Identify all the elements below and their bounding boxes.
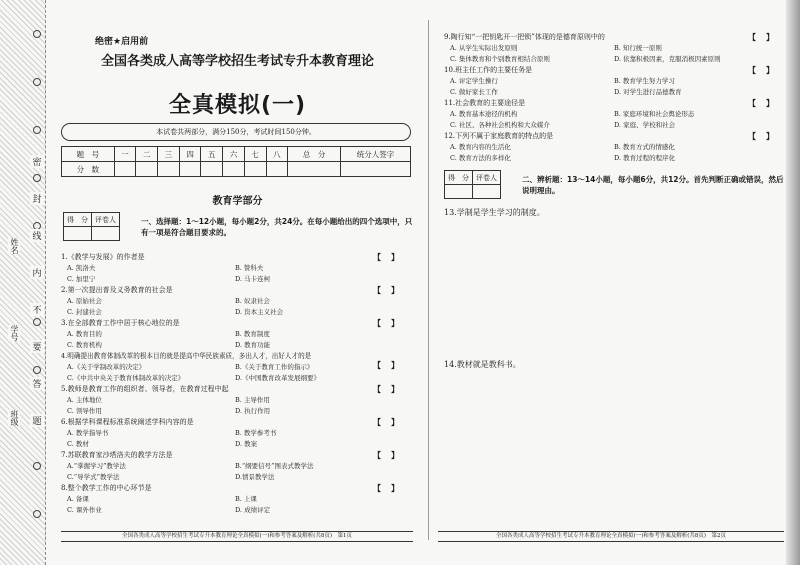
score-blank[interactable]	[288, 162, 341, 177]
score-cell: 总 分	[288, 147, 341, 162]
binding-hole	[33, 318, 41, 326]
seal-char: 封	[30, 192, 44, 205]
seal-char: 不	[30, 303, 44, 316]
question-stem: 9.陶行知“一把钥匙开一把锁”体现的是德育原则中的	[444, 33, 605, 41]
question-option: A.《关于学制改革的决定》	[67, 363, 146, 371]
question-option: A. 原始社会	[67, 297, 102, 305]
binding-margin	[0, 0, 46, 565]
score-label: 分 数	[62, 162, 115, 177]
question-option: C.“导学式”教学法	[67, 473, 120, 481]
answer-bracket[interactable]: 【】	[373, 360, 409, 370]
answer-bracket[interactable]: 【】	[373, 285, 409, 295]
question-option: D.情景教学法	[235, 473, 275, 481]
answer-bracket[interactable]: 【】	[373, 483, 409, 493]
question-option: A. 教育基本途径的机构	[450, 110, 518, 118]
question-stem: 3.在全部教育工作中居于核心地位的是	[61, 319, 180, 327]
grader-box	[63, 212, 120, 241]
question-option: D. 家庭、学校和社会	[614, 121, 676, 129]
question-option: C. 教育机构	[67, 341, 102, 349]
question-stem: 5.教师是教育工作的组织者、领导者，在教育过程中起	[61, 385, 229, 393]
binding-hole	[33, 78, 41, 86]
binding-label-class: 班级	[10, 410, 19, 426]
score-cell: 题 号	[62, 147, 115, 162]
binding-hole	[33, 30, 41, 38]
exam-title: 全国各类成人高等学校招生考试专升本教育理论	[100, 54, 374, 69]
question-option: D. 依靠积极因素，克服消极因素原则	[614, 55, 721, 63]
binding-label-name: 姓名	[10, 238, 19, 254]
grader-reviewer-label: 评卷人	[92, 213, 120, 227]
question-option: B. 奴隶社会	[235, 297, 270, 305]
binding-label-id: 学号	[10, 325, 19, 341]
question-stem: 2.第一次提出普及义务教育的社会是	[61, 286, 173, 294]
question-option: D. 执行作用	[235, 407, 271, 415]
score-table	[61, 146, 411, 177]
question-option: B.“纲要信号”图表式教学法	[235, 462, 314, 470]
part2-instruction: 二、辨析题：13～14小题，每小题6分，共12分。首先判断正确或错误，然后说明理由。	[522, 175, 784, 195]
answer-bracket[interactable]: 【】	[748, 65, 784, 75]
question-option: B.《关于教育工作的指示》	[235, 363, 314, 371]
page-footer: 全国各类成人高等学校招生考试专升本教育理论全真模拟(一)和参考答案及解析(共8页) 第1页	[61, 531, 413, 542]
question-option: C. 课外作业	[67, 506, 102, 514]
scan-edge	[786, 0, 800, 565]
binding-hole	[33, 126, 41, 134]
grader-box	[444, 170, 501, 199]
answer-bracket[interactable]: 【】	[748, 131, 784, 141]
confidential-mark: 绝密★启用前	[95, 37, 149, 47]
question-stem: 11.社会教育的主要途径是	[444, 99, 526, 107]
part1-instruction: 一、选择题：1～12小题，每小题2分，共24分。在每小题给出的四个选项中，只有一项是符合题目要求的。	[141, 217, 413, 237]
score-blank[interactable]	[341, 162, 411, 177]
question-stem: 6.根据学科课程标准系统阐述学科内容的是	[61, 418, 194, 426]
question-option: B. 教育方式的情感化	[614, 143, 675, 151]
exam-subtitle: 全真模拟(一)	[168, 93, 307, 118]
question-stem: 12.下列不属于家庭教育的特点的是	[444, 132, 554, 140]
binding-hole	[33, 462, 41, 470]
score-blank[interactable]	[114, 162, 136, 177]
question-option: D. 教育过程的程序化	[614, 154, 676, 162]
question-option: D. 教育功能	[235, 341, 271, 349]
question-option: A. 评定学生操行	[450, 77, 498, 85]
question-option: A. 从学生实际出发原则	[450, 44, 518, 52]
question-option: D. 马卡连柯	[235, 275, 271, 283]
question-option: B. 家庭环境和社会舆论形态	[614, 110, 695, 118]
score-cell: 统分人签字	[341, 147, 411, 162]
question-option: A. 教学指导书	[67, 429, 109, 437]
seal-char: 线	[30, 229, 44, 242]
question-option: D. 教案	[235, 440, 258, 448]
page-footer: 全国各类成人高等学校招生考试专升本教育理论全真模拟(一)和参考答案及解析(共8页) 第2页	[438, 531, 784, 542]
seal-char: 题	[30, 414, 44, 427]
grader-reviewer-label: 评卷人	[473, 171, 501, 185]
answer-bracket[interactable]: 【】	[373, 318, 409, 328]
question-option: C. 加里宁	[67, 275, 96, 283]
question-option: A. 教育内容的生活化	[450, 143, 511, 151]
score-cell: 六	[223, 147, 245, 162]
question-option: C. 做好家长工作	[450, 88, 498, 96]
binding-hole	[33, 366, 41, 374]
right-page	[438, 0, 790, 565]
seal-char: 密	[30, 155, 44, 168]
score-blank[interactable]	[244, 162, 266, 177]
score-cell: 四	[179, 147, 201, 162]
question-option: C. 教育方法的多样化	[450, 154, 511, 162]
binding-hole	[33, 510, 41, 518]
question-option: D.《中国教育改革发展纲要》	[235, 374, 321, 382]
score-blank[interactable]	[136, 162, 158, 177]
question-option: B. 主导作用	[235, 396, 270, 404]
question-option: A.“掌握学习”教学法	[67, 462, 126, 470]
score-cell: 二	[136, 147, 158, 162]
question-option: C. 领导作用	[67, 407, 102, 415]
question-option: D. 成绩评定	[235, 506, 271, 514]
question-option: B. 教育学生努力学习	[614, 77, 675, 85]
seal-char: 答	[30, 377, 44, 390]
seal-char: 要	[30, 340, 44, 353]
grader-blank[interactable]	[64, 227, 92, 241]
grader-score-label: 得 分	[64, 213, 92, 227]
grader-score-label: 得 分	[445, 171, 473, 185]
answer-bracket[interactable]: 【】	[373, 384, 409, 394]
question-option: C. 封建社会	[67, 308, 102, 316]
question-option: C. 集体教育和个别教育相结合原则	[450, 55, 550, 63]
answer-bracket[interactable]: 【】	[748, 98, 784, 108]
question-option: C. 社区、各种社会机构和大众媒介	[450, 121, 550, 129]
question-option: B. 知行统一原则	[614, 44, 662, 52]
score-blank[interactable]	[158, 162, 180, 177]
answer-bracket[interactable]: 【】	[373, 252, 409, 262]
score-table-score-row	[62, 162, 411, 177]
left-page	[55, 0, 420, 565]
question-option: A. 教育目的	[67, 330, 102, 338]
question-stem: 7.苏联教育家沙塔洛夫的教学方法是	[61, 451, 173, 459]
grader-blank[interactable]	[445, 185, 473, 199]
score-blank[interactable]	[201, 162, 223, 177]
answer-bracket[interactable]: 【】	[748, 32, 784, 42]
question-option: B. 教学参考书	[235, 429, 277, 437]
seal-char: 内	[30, 266, 44, 279]
question-option: B. 赞科夫	[235, 264, 264, 272]
question-option: B. 上课	[235, 495, 257, 503]
question-stem: 4.明确提出教育体制改革的根本目的就是提高中华民族素质，多出人才，出好人才的是	[61, 352, 312, 360]
question-option: D. 资本主义社会	[235, 308, 284, 316]
exam-notice: 本试卷共两部分，满分150分，考试时间150分钟。	[61, 123, 411, 141]
answer-bracket[interactable]: 【】	[373, 417, 409, 427]
binding-hole	[33, 174, 41, 182]
question-stem: 8.整个教学工作的中心环节是	[61, 484, 152, 492]
question-option: B. 教育制度	[235, 330, 270, 338]
essay-question: 14.教材就是教科书。	[444, 360, 521, 369]
score-blank[interactable]	[223, 162, 245, 177]
question-option: C.《中共中央关于教育体制改革的决定》	[67, 374, 185, 382]
grader-blank[interactable]	[473, 185, 501, 199]
score-cell: 五	[201, 147, 223, 162]
question-option: A. 凯洛夫	[67, 264, 96, 272]
answer-bracket[interactable]: 【】	[373, 450, 409, 460]
question-stem: 10.班主任工作的主要任务是	[444, 66, 533, 74]
score-cell: 七	[244, 147, 266, 162]
score-table-header-row	[62, 147, 411, 162]
essay-question: 13.学制是学生学习的制度。	[444, 208, 545, 217]
score-cell: 三	[158, 147, 180, 162]
grader-blank[interactable]	[92, 227, 120, 241]
section-title: 教育学部分	[212, 196, 263, 207]
question-option: A. 备课	[67, 495, 89, 503]
page-divider	[428, 20, 429, 540]
question-stem: 1.《教学与发展》的作者是	[61, 253, 145, 261]
score-blank[interactable]	[179, 162, 201, 177]
question-option: A. 主体地位	[67, 396, 102, 404]
score-cell: 八	[266, 147, 288, 162]
question-option: D. 对学生进行品德教育	[614, 88, 682, 96]
score-blank[interactable]	[266, 162, 288, 177]
question-option: C. 教材	[67, 440, 89, 448]
score-cell: 一	[114, 147, 136, 162]
